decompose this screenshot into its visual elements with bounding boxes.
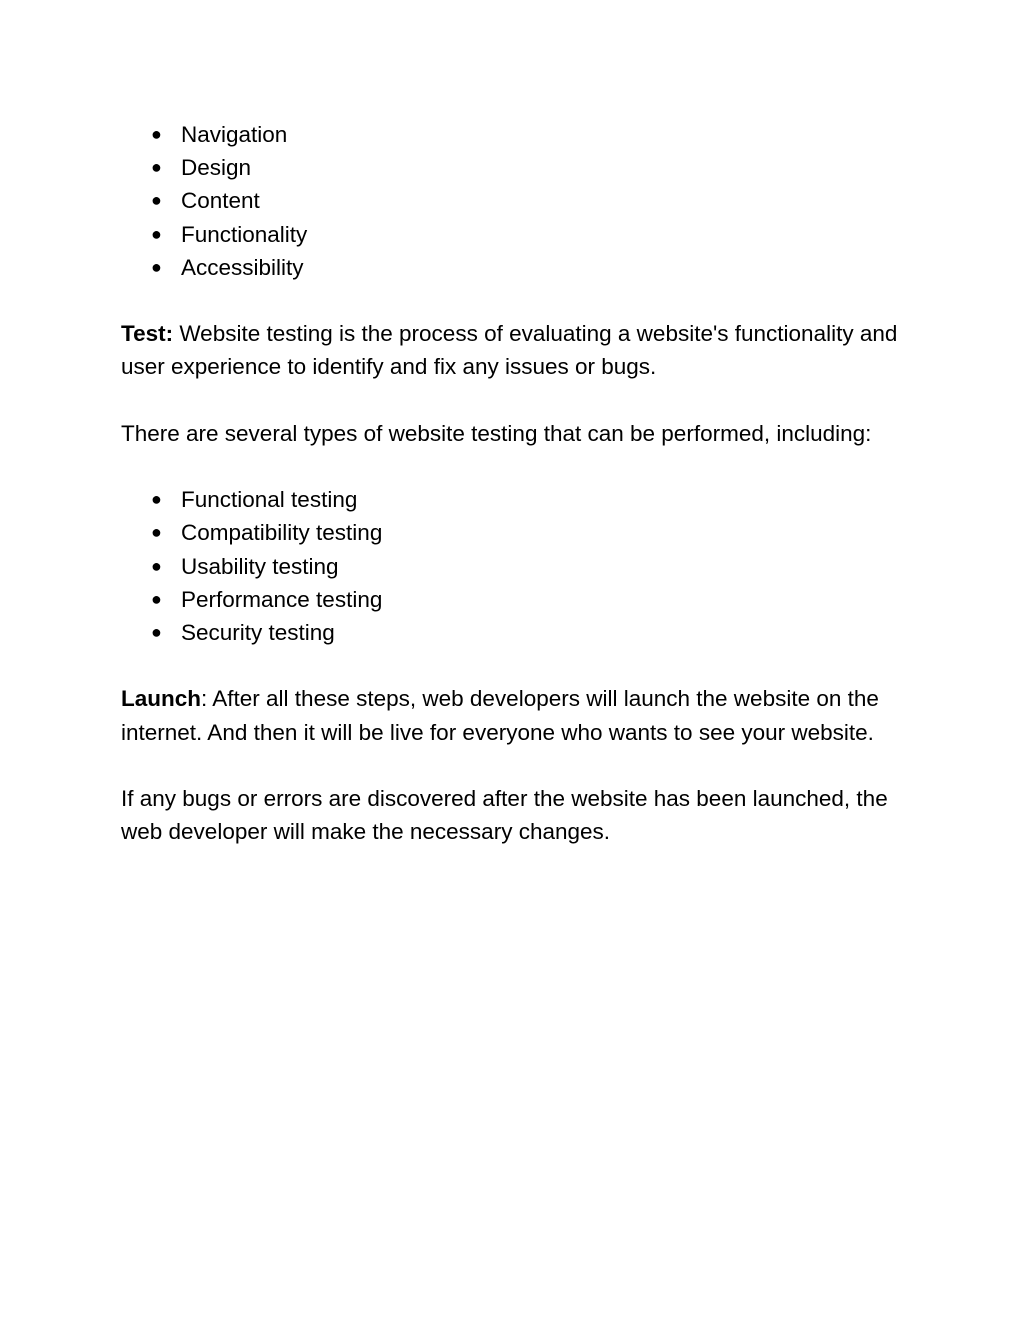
launch-label: Launch	[121, 686, 202, 712]
test-label: Test:	[121, 321, 174, 347]
spacer	[121, 384, 911, 417]
list-item	[121, 251, 911, 284]
bullet-icon: ●	[151, 522, 162, 543]
list-item-text: Functional testing	[181, 487, 358, 513]
bullet-icon: ●	[151, 190, 162, 211]
list-item-text: Functionality	[181, 221, 308, 247]
list-item	[121, 483, 911, 516]
list-item-text: Compatibility testing	[181, 520, 383, 546]
document-body	[121, 118, 911, 848]
list-item-text: Performance testing	[181, 586, 383, 612]
test-text: Website testing is the process of evaluating a website's functionality and user experience to identify and fix any issues or bugs.	[121, 321, 898, 380]
list-item-text: Content	[181, 188, 260, 214]
bullet-icon: ●	[151, 256, 162, 277]
list-item	[121, 550, 911, 583]
bullet-icon: ●	[151, 588, 162, 609]
list-item	[121, 151, 911, 184]
list-item-text: Design	[181, 155, 252, 181]
spacer	[121, 649, 911, 682]
list-item-text: Accessibility	[181, 254, 304, 280]
bullet-icon: ●	[151, 622, 162, 642]
test-paragraph	[121, 317, 911, 383]
list-item-text: Security testing	[181, 620, 335, 645]
bullet-icon: ●	[151, 555, 162, 576]
bullet-icon: ●	[151, 124, 162, 144]
bullet-icon: ●	[151, 157, 162, 178]
list-item	[121, 616, 911, 649]
closing-paragraph: If any bugs or errors are discovered after the website has been launched, the web developer will make the necessary changes.	[121, 785, 888, 845]
bullet-icon: ●	[151, 489, 162, 510]
list-item-text: Navigation	[181, 122, 288, 147]
spacer	[121, 284, 911, 317]
testing-types-list	[121, 483, 911, 649]
bullet-icon: ●	[151, 223, 162, 244]
spacer	[121, 450, 911, 483]
list-item	[121, 516, 911, 549]
list-item	[121, 583, 911, 616]
website-aspects-list	[121, 118, 911, 284]
spacer	[121, 749, 911, 782]
list-item	[121, 184, 911, 217]
list-item	[121, 118, 911, 151]
launch-text: : After all these steps, web developers will launch the website on the internet. And then it will be live for everyone who wants to see your website.	[121, 686, 879, 745]
list-item	[121, 218, 911, 251]
list-item-text: Usability testing	[181, 553, 339, 579]
types-intro-paragraph: There are several types of website testing that can be performed, including:	[121, 420, 872, 446]
launch-paragraph	[121, 682, 911, 748]
